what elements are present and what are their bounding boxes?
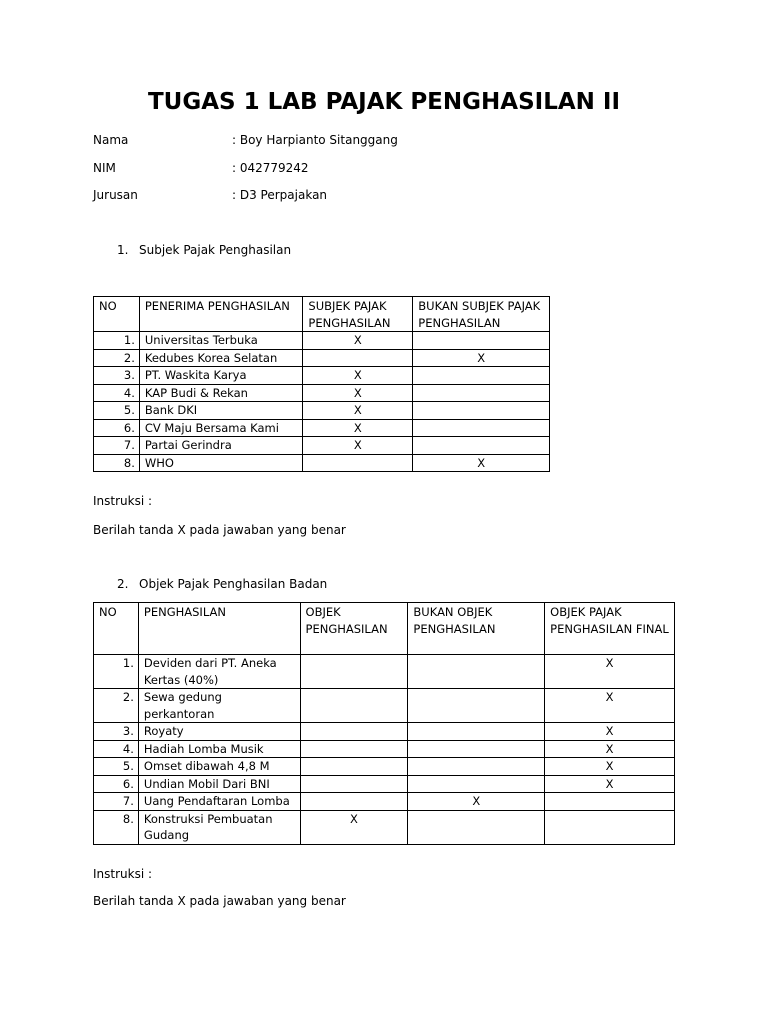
table-cell-bukan: [408, 689, 545, 723]
col-header-no: NO: [94, 603, 139, 655]
table-row: [94, 655, 675, 689]
info-label-jurusan: Jurusan: [93, 188, 138, 202]
table-cell-subjek: X: [303, 332, 413, 350]
section-2-number: 2.: [117, 577, 129, 591]
table-cell-name: WHO: [139, 454, 303, 472]
section-1-instruction-text: Berilah tanda X pada jawaban yang benar: [93, 523, 346, 537]
section-1-instruction-label: Instruksi :: [93, 494, 153, 508]
table-cell-no: 8.: [94, 454, 140, 472]
table-row: [94, 402, 550, 420]
table-cell-subjek: X: [303, 384, 413, 402]
table-cell-name: CV Maju Bersama Kami: [139, 419, 303, 437]
table-cell-name: Royaty: [138, 723, 300, 741]
info-value-nim: : 042779242: [232, 161, 309, 175]
table-cell-bukan: [413, 332, 550, 350]
table-cell-name: Universitas Terbuka: [139, 332, 303, 350]
table-row: [94, 437, 550, 455]
table-cell-objek: [300, 740, 408, 758]
table-cell-final: X: [545, 740, 675, 758]
table-header-row: [94, 297, 550, 332]
table-cell-bukan: [408, 775, 545, 793]
subjek-pajak-table-body: [94, 332, 550, 472]
col-header-penerima: PENERIMA PENGHASILAN: [139, 297, 303, 332]
table-row: [94, 384, 550, 402]
objek-pajak-table: [93, 602, 675, 845]
col-header-subjek: SUBJEK PAJAK PENGHASILAN: [303, 297, 413, 332]
info-value-nama: : Boy Harpianto Sitanggang: [232, 133, 398, 147]
table-cell-final: [545, 810, 675, 844]
table-cell-bukan: [413, 367, 550, 385]
info-value-jurusan: : D3 Perpajakan: [232, 188, 328, 202]
table-cell-subjek: X: [303, 367, 413, 385]
table-cell-final: X: [545, 758, 675, 776]
table-cell-bukan: [408, 758, 545, 776]
table-cell-bukan: [413, 437, 550, 455]
col-header-bukan-subjek: BUKAN SUBJEK PAJAK PENGHASILAN: [413, 297, 550, 332]
section-2-title: Objek Pajak Penghasilan Badan: [139, 577, 328, 591]
table-cell-no: 8.: [94, 810, 139, 844]
table-cell-objek: [300, 775, 408, 793]
info-label-nama: Nama: [93, 133, 129, 147]
col-header-objek: OBJEK PENGHASILAN: [300, 603, 408, 655]
table-cell-bukan: X: [408, 793, 545, 811]
table-cell-no: 2.: [94, 349, 140, 367]
table-cell-bukan: [408, 723, 545, 741]
table-cell-subjek: [303, 454, 413, 472]
table-row: [94, 349, 550, 367]
table-cell-objek: [300, 655, 408, 689]
table-cell-bukan: X: [413, 349, 550, 367]
table-cell-no: 6.: [94, 775, 139, 793]
table-cell-objek: [300, 689, 408, 723]
table-cell-name: Omset dibawah 4,8 M: [138, 758, 300, 776]
table-cell-subjek: X: [303, 419, 413, 437]
section-1-heading: [117, 242, 291, 258]
table-row: [94, 740, 675, 758]
table-cell-bukan: [408, 655, 545, 689]
table-cell-no: 6.: [94, 419, 140, 437]
table-row: [94, 723, 675, 741]
col-header-no: NO: [94, 297, 140, 332]
table-cell-name: Sewa gedung perkantoran: [138, 689, 300, 723]
table-row: [94, 419, 550, 437]
table-cell-no: 2.: [94, 689, 139, 723]
table-cell-bukan: X: [413, 454, 550, 472]
table-row: [94, 367, 550, 385]
table-cell-objek: X: [300, 810, 408, 844]
table-cell-no: 4.: [94, 740, 139, 758]
table-cell-name: Kedubes Korea Selatan: [139, 349, 303, 367]
table-cell-name: Uang Pendaftaran Lomba: [138, 793, 300, 811]
table-cell-name: Undian Mobil Dari BNI: [138, 775, 300, 793]
table-cell-final: X: [545, 775, 675, 793]
table-cell-objek: [300, 793, 408, 811]
table-cell-no: 5.: [94, 758, 139, 776]
table-cell-name: PT. Waskita Karya: [139, 367, 303, 385]
table-cell-no: 1.: [94, 332, 140, 350]
table-cell-no: 7.: [94, 437, 140, 455]
table-cell-no: 3.: [94, 367, 140, 385]
table-row: [94, 810, 675, 844]
table-row: [94, 454, 550, 472]
table-cell-no: 7.: [94, 793, 139, 811]
col-header-objek-final: OBJEK PAJAK PENGHASILAN FINAL: [545, 603, 675, 655]
table-row: [94, 793, 675, 811]
table-cell-name: Deviden dari PT. Aneka Kertas (40%): [138, 655, 300, 689]
table-cell-final: [545, 793, 675, 811]
section-2-heading: [117, 576, 327, 592]
table-cell-objek: [300, 758, 408, 776]
table-cell-bukan: [413, 384, 550, 402]
col-header-penghasilan: PENGHASILAN: [138, 603, 300, 655]
table-cell-bukan: [408, 740, 545, 758]
table-cell-no: 4.: [94, 384, 140, 402]
table-row: [94, 332, 550, 350]
table-cell-final: X: [545, 723, 675, 741]
table-cell-bukan: [408, 810, 545, 844]
table-cell-final: X: [545, 689, 675, 723]
table-cell-no: 5.: [94, 402, 140, 420]
document-title: TUGAS 1 LAB PAJAK PENGHASILAN II: [147, 89, 621, 115]
col-header-bukan-objek: BUKAN OBJEK PENGHASILAN: [408, 603, 545, 655]
table-header-row: [94, 603, 675, 655]
table-cell-subjek: X: [303, 437, 413, 455]
table-cell-bukan: [413, 402, 550, 420]
section-2-instruction-text: Berilah tanda X pada jawaban yang benar: [93, 894, 346, 908]
table-cell-final: X: [545, 655, 675, 689]
table-cell-name: KAP Budi & Rekan: [139, 384, 303, 402]
table-cell-objek: [300, 723, 408, 741]
section-1-title: Subjek Pajak Penghasilan: [139, 243, 292, 257]
table-cell-name: Bank DKI: [139, 402, 303, 420]
table-cell-name: Partai Gerindra: [139, 437, 303, 455]
table-cell-name: Konstruksi Pembuatan Gudang: [138, 810, 300, 844]
objek-pajak-table-body: [94, 655, 675, 845]
section-2-instruction-label: Instruksi :: [93, 867, 153, 881]
table-row: [94, 775, 675, 793]
table-cell-name: Hadiah Lomba Musik: [138, 740, 300, 758]
section-1-number: 1.: [117, 243, 129, 257]
table-cell-no: 3.: [94, 723, 139, 741]
table-cell-subjek: X: [303, 402, 413, 420]
table-cell-bukan: [413, 419, 550, 437]
subjek-pajak-table: [93, 296, 550, 472]
table-row: [94, 689, 675, 723]
table-cell-no: 1.: [94, 655, 139, 689]
table-row: [94, 758, 675, 776]
table-cell-subjek: [303, 349, 413, 367]
info-label-nim: NIM: [93, 161, 116, 175]
